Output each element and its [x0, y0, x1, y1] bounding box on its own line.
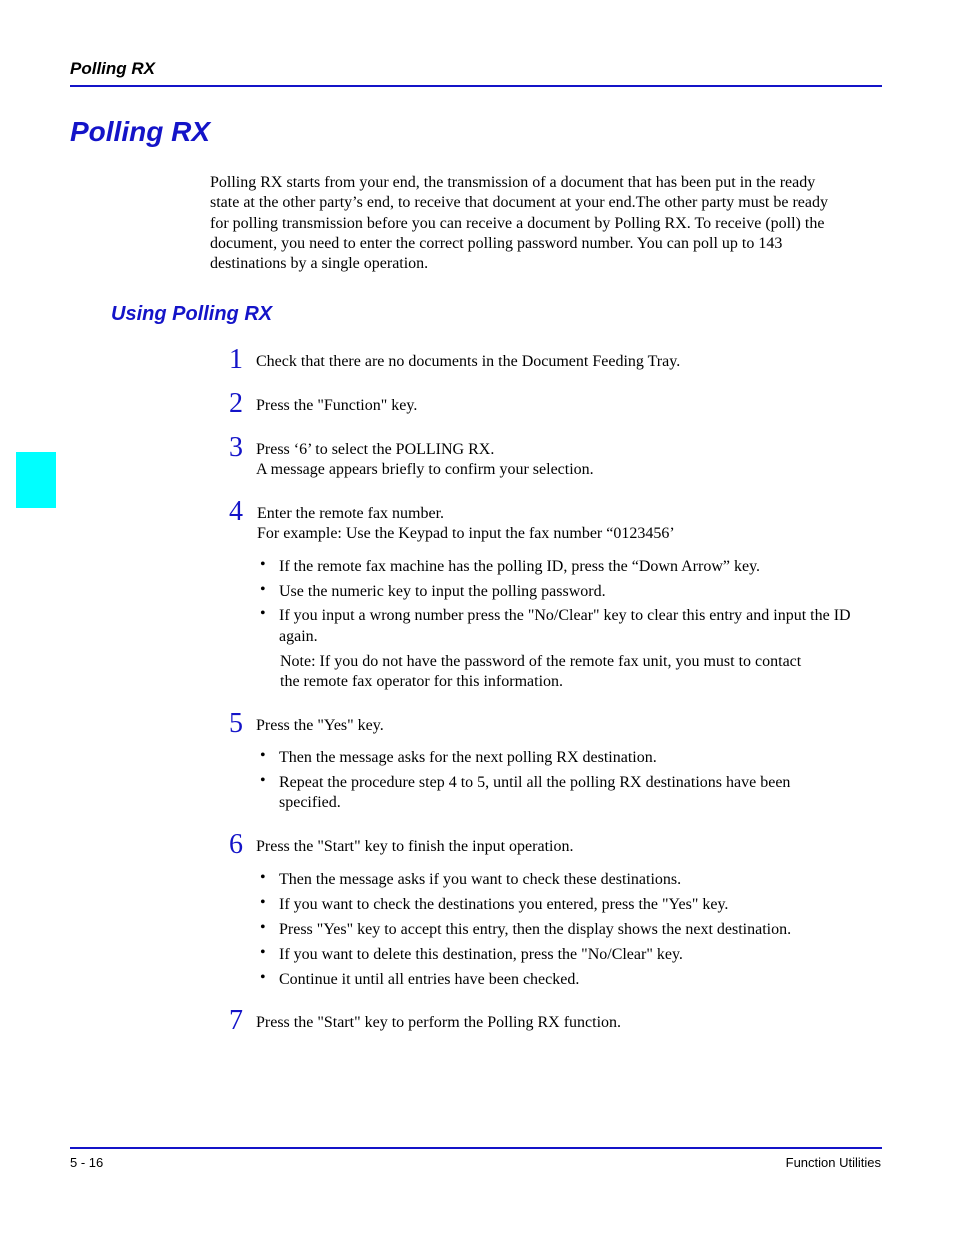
intro-line: document, you need to enter the correct polling password number. You can poll up to 143 — [210, 234, 783, 252]
page-number: 5 - 16 — [70, 1155, 104, 1170]
bullet-text: Then the message asks if you want to check these destinations. — [279, 871, 682, 888]
bullet-icon: • — [260, 556, 266, 573]
bullet-text: again. — [279, 628, 318, 645]
step-text: Check that there are no documents in the Document Feeding Tray. — [256, 353, 681, 370]
bullet-icon: • — [260, 581, 266, 598]
bullet-icon: • — [260, 894, 266, 911]
step-number: 6 — [229, 829, 243, 860]
header-rule — [70, 85, 882, 87]
page-title: Polling RX — [70, 116, 210, 147]
bullet-text: specified. — [279, 794, 341, 811]
step-text: For example: Use the Keypad to input the fax number “0123456’ — [257, 525, 675, 542]
step-number: 4 — [229, 496, 243, 527]
note-text: the remote fax operator for this information. — [280, 673, 564, 690]
bullet-icon: • — [260, 747, 266, 764]
bullet-icon: • — [260, 869, 266, 886]
bullet-text: Press "Yes" key to accept this entry, then the display shows the next destination. — [279, 921, 792, 938]
step-text: Enter the remote fax number. — [257, 505, 445, 522]
bullet-text: Then the message asks for the next polling RX destination. — [279, 749, 657, 766]
step-number: 7 — [229, 1005, 243, 1036]
bullet-text: If you want to check the destinations you entered, press the "Yes" key. — [279, 896, 729, 913]
step-number: 5 — [229, 708, 243, 739]
chapter-tab-marker — [16, 452, 56, 508]
bullet-text: If you want to delete this destination, press the "No/Clear" key. — [279, 946, 683, 963]
step-text: Press the "Yes" key. — [256, 717, 384, 734]
bullet-text: Continue it until all entries have been checked. — [279, 971, 580, 988]
bullet-text: Use the numeric key to input the polling password. — [279, 583, 606, 600]
running-header-title: Polling RX — [70, 59, 155, 78]
intro-line: state at the other party’s end, to receive that document at your end.The other party must be ready — [210, 194, 828, 212]
bullet-icon: • — [260, 772, 266, 789]
step-text: Press ‘6’ to select the POLLING RX. — [256, 441, 495, 458]
step-text: Press the "Start" key to finish the input operation. — [256, 838, 574, 855]
bullet-icon: • — [260, 919, 266, 936]
intro-paragraph — [210, 173, 882, 274]
chapter-name: Function Utilities — [785, 1155, 881, 1170]
note-text: Note: If you do not have the password of the remote fax unit, you must to contact — [280, 653, 802, 670]
intro-line: Polling RX starts from your end, the transmission of a document that has been put in the ready — [210, 174, 816, 191]
intro-line: for polling transmission before you can receive a document by Polling RX. To receive (poll) the — [210, 214, 825, 232]
bullet-icon: • — [260, 605, 266, 622]
intro-line: destinations by a single operation. — [210, 255, 429, 273]
bullet-text: If you input a wrong number press the "No/Clear" key to clear this entry and input the ID — [279, 607, 851, 624]
bullet-icon: • — [260, 969, 266, 986]
step-number: 2 — [229, 388, 243, 419]
step-text: Press the "Function" key. — [256, 397, 418, 414]
bullet-icon: • — [260, 944, 266, 961]
bullet-text: If the remote fax machine has the polling ID, press the “Down Arrow” key. — [279, 558, 761, 575]
footer-rule — [70, 1147, 882, 1149]
bullet-text: Repeat the procedure step 4 to 5, until all the polling RX destinations have been — [279, 774, 791, 791]
section-title: Using Polling RX — [111, 303, 273, 325]
step-text: Press the "Start" key to perform the Polling RX function. — [256, 1014, 622, 1031]
step-number: 3 — [229, 432, 243, 463]
step-number: 1 — [229, 344, 243, 375]
step-text: A message appears briefly to confirm your selection. — [256, 461, 594, 478]
